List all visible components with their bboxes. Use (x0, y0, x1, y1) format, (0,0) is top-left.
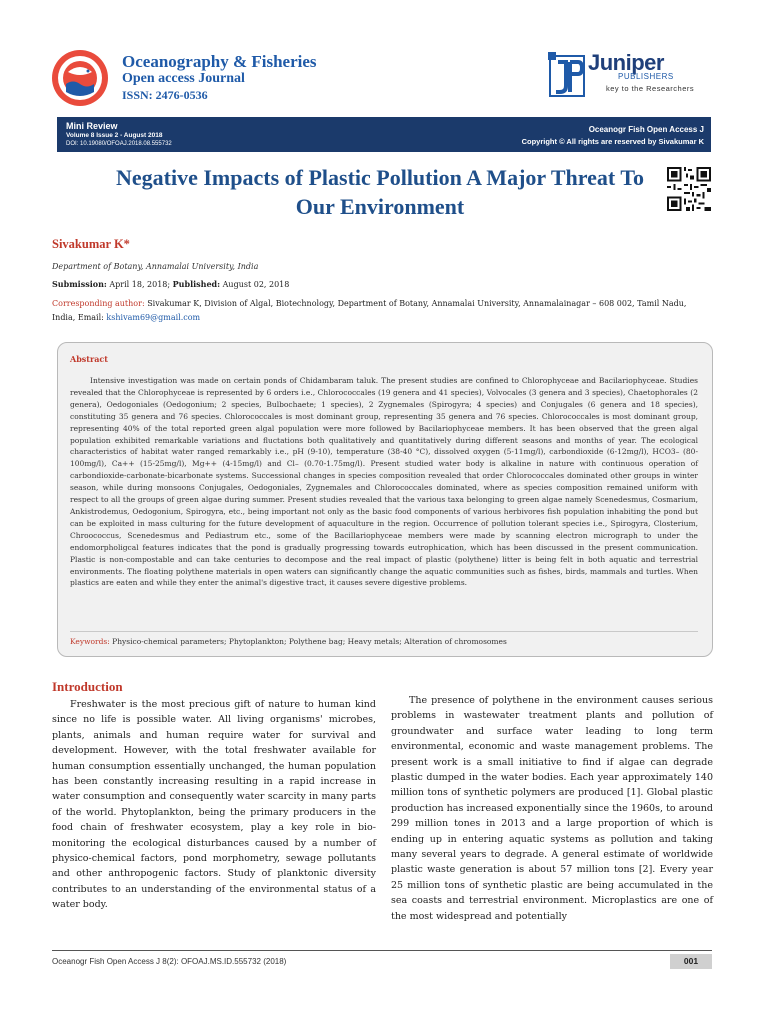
article-title: Negative Impacts of Plastic Pollution A Major Threat To Our Environment (116, 165, 644, 219)
article-dates (52, 279, 289, 289)
journal-subtitle: Open access Journal (122, 71, 245, 86)
footer-rule (52, 950, 712, 951)
page-number: 001 (670, 954, 712, 969)
body-column-left: Freshwater is the most precious gift of nature to human kind since no life is possible water. All living organisms' microbes, plants, animals and human require water for survival and development. However, with the total freshwater available for human consumption essentially unchanged, the human population has been constantly increasing resulting in a rapid increase in water consumption and consequently water scarcity in many parts of the world. Phytoplankton, being the primary producers in the food chain of freshwater ecosystem, play a key role in bio-monitoring the ecological disturbances caused by a number of physico-chemical factors, pond morphometry, sewage pollutants and other anthropogenic factors. Study of planktonic diversity contributes to an understanding of the environmental status of a water body. (52, 699, 376, 911)
publisher-name: Juniper (588, 50, 664, 75)
published-label: Published: (172, 279, 221, 289)
publisher-sub: PUBLISHERS (618, 72, 674, 81)
article-type: Mini Review (66, 121, 118, 131)
copyright: Copyright © All rights are reserved by Sivakumar K (521, 137, 704, 146)
journal-issn: ISSN: 2476-0536 (122, 88, 208, 102)
keywords-label: Keywords: (70, 637, 110, 646)
author-name: Sivakumar K* (52, 237, 130, 251)
corresponding-author (52, 297, 712, 325)
keywords-text: Physico-chemical parameters; Phytoplankton; Polythene bag; Heavy metals; Alteration of chromosomes (112, 637, 507, 646)
body-column-right: The presence of polythene in the environment causes serious problems in wastewater treatment plants and pollution of groundwater and surface water leading to long term environmental, economic and waste management problems. The present work is a small initiative to find if algae can degrade plastic dumped in the water bodies. Each year approximately 140 million tons of synthetic polymers are produced [1]. Global plastic production has increased exponentially since the 1960s, to around 299 million tones in 2013 and a large proportion of which is ending up in entering aquatic systems as pollution and taking many several years to degrade. A general estimate of worldwide plastic waste generation is about 57 million tons [2]. Every year 25 million tons of synthetic plastic are being accumulated in the sea coasts and terrestrial environment. Microplastics are one of the most widespread and potentially (391, 695, 713, 922)
published-date: August 02, 2018 (222, 280, 290, 289)
corresponding-label: Corresponding author: (52, 299, 145, 308)
volume-info: Volume 8 Issue 2 - August 2018 (66, 132, 163, 139)
introduction-heading: Introduction (52, 679, 123, 694)
corresponding-text: Sivakumar K, Division of Algal, Biotechnology, Department of Botany, Annamalai University, Annamalainagar – 608 002, Tamil Nadu, India, Email: (52, 299, 687, 322)
journal-title: Oceanography & Fisheries (122, 52, 317, 71)
journal-logo-icon (50, 48, 110, 108)
author-affiliation: Department of Botany, Annamalai University, India (52, 262, 259, 271)
qr-code-icon[interactable] (667, 167, 711, 211)
keywords (70, 637, 698, 646)
abstract-heading: Abstract (70, 354, 108, 364)
abstract-divider (70, 631, 698, 632)
journal-abbrev: Oceanogr Fish Open Access J (588, 125, 704, 134)
publisher-logo-icon (548, 52, 586, 100)
abstract-text: Intensive investigation was made on certain ponds of Chidambaram taluk. The present studies are confined to Chlorophyceae and Bacilariophyceae. Studies revealed that the Chlorophyceae is represented by 6 orders i.e., Chlorococcales (19 genera and 41 species), Volvocales (3 genera and 3 species), Chaetophorales (2 genera), Oedogoniales (Oedogonium; 2 species, Bulbochaete; 1 species), 2 Zygnemales (Spirogyra; 4 species) and Conjugales (6 genera and 18 species), constituting 35 genera and 76 species. Chlorococcales is most dominant group, representing 35 genera and 76 species. Chlorococcales is most dominant group, representing 40% of the total reported green algal population were more followed by Bacilariophyceae members. It has been observed that the green algal population exhibited remarkable variations and fluctations both qualitatively and quantitatively during different seasons and months of year. The ecological characteristics of habitat water ranged remarkably i.e., pH (9-10), temperature (38-40 °C), dissolved oxygen (5-11mg/l), carbondioxide (6-12mg/l), HCO3– (80-100mg/l), Ca++ (15-25mg/l), Mg++ (4-15mg/l) and Cl– (0.70-1.75mg/l). Present studied water body is alkaline in nature with continuous operation of carbondioxide-carbonate-bicarbonate systems. Successional changes in species composition revealed that order Chlorococcales dominated other groups in winter season, while during monsoons Conjugales, Oedogoniales, Zygnemales and Chlorococcales dominated, where as species composition remained uniform with respect to all the groups of green algae during summer. Present studies revealed that the various taxa belonging to green algae namely Scenedesmus, Cosmarium, Ankistrodemus, Oedogonium, Spirogyra, etc., being important not only as the basic food components of various herbivores fish population inhabiting the pond but can be exploited in mass culturing for the future development of aquaculture in the region. Occurrence of pollution tolerant species i.e., Spirogyra, Closterium, Chroococcus, Scenedesmus and Pediastrum etc., some of the Bacillariophyceae members were made by scanning electron micrograph to under the endomorpholigcal features indicates that the pond is gradually progressing towards eutrophication, which has been discussed in the present communication. Plastic is non-compostable and can take centuries to decompose and the real impact of plastic (polythene) litter is being felt in both aquatic and terrestrial environments. The floating polythene materials in open waters can significantly change the aquatic communities such as fishes, birds, mammals and turtles. When plastics are eaten and while they enter the animal's digestive tract, it causes severe digestive problems. (70, 376, 698, 588)
publisher-tagline: key to the Researchers (606, 84, 695, 93)
submission-date: April 18, 2018; (109, 280, 171, 289)
submission-label: Submission: (52, 279, 107, 289)
doi-link[interactable]: DOI: 10.19080/OFOAJ.2018.08.555732 (66, 141, 172, 147)
footer-citation: Oceanogr Fish Open Access J 8(2): OFOAJ.MS.ID.555732 (2018) (52, 957, 287, 966)
author-email-link[interactable]: kshivam69@gmail.com (106, 313, 201, 322)
